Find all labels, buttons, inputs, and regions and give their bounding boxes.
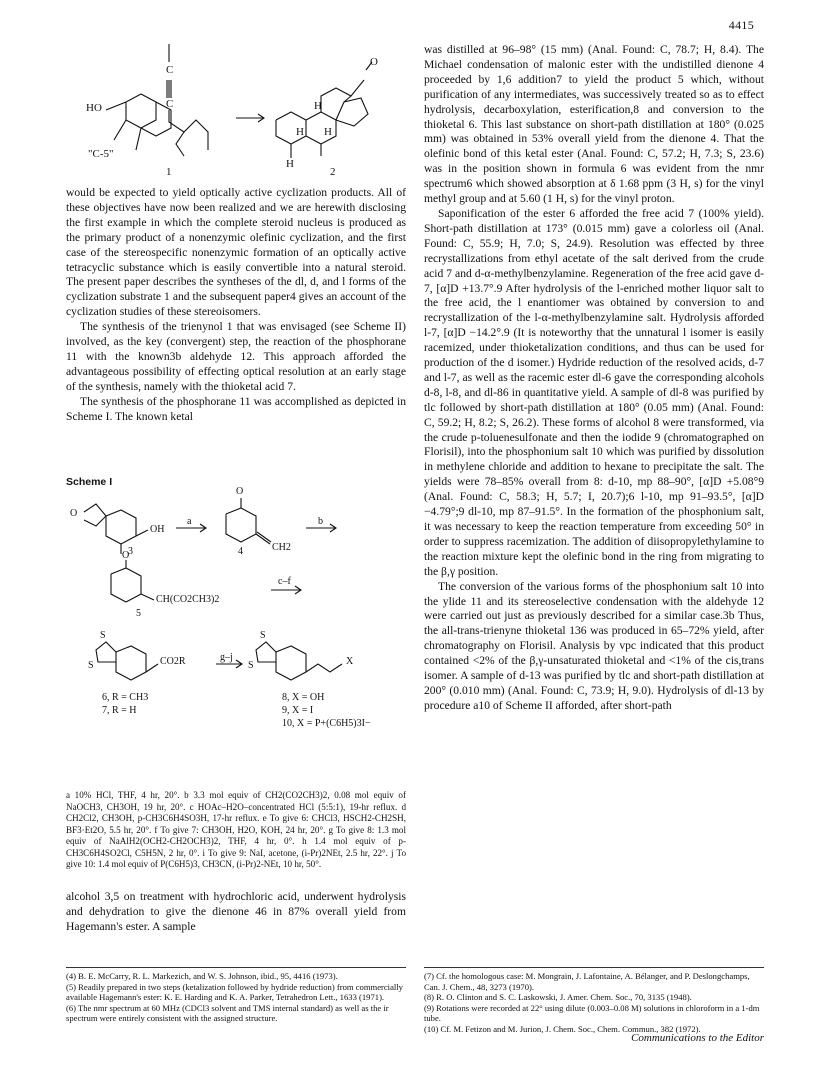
compound-label-1: 1 (166, 166, 172, 178)
atom-label-o: O (122, 550, 130, 561)
reference: (8) R. O. Clinton and S. C. Laskowski, J. Amer. Chem. Soc., 70, 3135 (1948). (424, 992, 692, 1003)
compound-def: 7, R = H (102, 705, 137, 716)
structure-drawing (86, 40, 396, 180)
reference: (4) B. E. McCarry, R. L. Markezich, and W. S. Johnson, ibid., 95, 4416 (1973). (66, 971, 338, 981)
scheme-footnotes: a 10% HCl, THF, 4 hr, 20°. b 3.3 mol equiv of CH2(CO2CH3)2, 0.08 mol equiv of NaOCH3, CH3OH, 19 hr, 20°. c HOAc–H2O–concentrated HCl (5:5:1), 19-hr reflux. d CH2Cl2, CH3OH, p-CH3C6H4SO3H, 17-hr reflux. e To give 6: CHCl3, HSCH2-CH2SH, BF3·Et2O, 5.5 hr, 20°. f To give 7: CH3OH, H2O, KOH, 24 hr, 20°. g To give 8: 1.3 mol equiv of NaAlH2(OCH2-CH2OCH3)2, THF, 4 hr, 0°. h 1.4 mol equiv of p-CH3C6H4SO2Cl, C5H5N, 2 hr, 0°. i To give 9: NaI, acetone, (i-Pr)2NEt, 2.5 hr, 22°. j To give 10: 1.4 mol equiv of P(C6H5)3, CH3CN, (i-Pr)2-NEt, 10 hr, 50°. (66, 790, 406, 869)
arrow-label-cf: c–f (278, 576, 291, 587)
paragraph: Saponification of the ester 6 afforded the free acid 7 (100% yield). Short-path distillation at 173° (0.015 mm) gave a colorless oil (Anal. Found: C, 55.9; H, 7.0; S, 24.9). Resolution was effected by three recrystallizations from ethyl acetate of the salt derived from the crude acid 7 and d-α-methylbenzylamine. Regeneration of the free acid gave d-7, [α]D +13.7°.9 After hydrolysis of the l-enriched mother liquor salt to the free acid, the l enantiomer was obtained by conversion to and recrystallization of the l-α-methylbenzylamine salt. Hydrolysis afforded l-7, [α]D −14.2°.9 (It is noteworthy that the unnatural l isomer is easily racemized, under thioketalization conditions, and thus can be used for production of the d isomer.) Hydride reduction of the resolved acids, d-7 and l-7, as well as the racemic ester dl-6 gave the corresponding alcohols d-8, l-8, and dl-86 in quantitative yield. A sample of dl-8 was purified by tlc followed by short-path distillation at 180° (0.05 mm) (Anal. Found: C, 59.2; H, 8.2; S, 26.2). These forms of alcohol 8 were transformed, via the crude p-toluenesulfonate and then the iodide 9 (chromatographed on Florisil), into the phosphonium salt 10 which was purified by dissolution in methylene chloride and addition to hexane to precipitate the salt. The yields were 78–85% overall from 8: d-10, mp 88–90°, [α]D +5.08°9 (Anal. Found: C, 58.3; H, 5.7; I, 20.7);6 l-10, mp 91–93.5°, [α]D −4.79°;9 dl-10, mp 87–91.5°. In the formation of the phosphonium salt, it was necessary to keep the reaction temperature from exceeding 50° in order to suppress racemization. The addition of diisopropylethylamine to the reaction mixture kept the olefinic bond in the ring from migrating to the β,γ position. (424, 206, 764, 578)
paragraph: would be expected to yield optically active cyclization products. All of these objectives have now been realized and we are herewith disclosing the first example in which the complete steroid nucleus is produced as the primary product of a nonenzymic olefinic cyclization, and the first case of the stereospecific nonenzymic formation of an optically active tetracyclic substance which is easily convertible into a natural steroid. The present paper describes the syntheses of the dl, d, and l forms of the cyclization substrate 1 and the subsequent paper4 gives an account of the cyclization studies of these stereoisomers. (66, 186, 406, 319)
scheme-title: Scheme I (66, 476, 113, 488)
reference: (5) Readily prepared in two steps (ketalization followed by hydride reduction) from commercially available Hagemann's ester: K. E. Harding and K. A. Parker, Tetrahedron Lett., 1633 (1971). (66, 981, 403, 1003)
paragraph: alcohol 3,5 on treatment with hydrochloric acid, underwent hydrolysis and dehydration to give the dienone 46 in 87% overall yield from Hagemann's ester. A sample (66, 890, 406, 933)
atom-label-o: O (70, 508, 78, 519)
atom-label-c: C (166, 64, 174, 76)
references-right (424, 967, 764, 1035)
arrow-label-a: a (187, 516, 192, 527)
journal-section-footer: Communications to the Editor (631, 1032, 764, 1044)
atom-label-oh: OH (150, 524, 165, 535)
reference: (9) Rotations were recorded at 22° using dilute (0.003–0.08 M) solutions in chloroform in a 1-dm tube. (424, 1002, 760, 1024)
atom-label-s: S (260, 630, 266, 641)
arrow-label-gj: g–j (220, 652, 233, 663)
reaction-figure-1-to-2 (86, 40, 396, 180)
atom-label-h: H (286, 158, 294, 170)
references-left (66, 967, 406, 1024)
paragraph: was distilled at 96–98° (15 mm) (Anal. Found: C, 78.7; H, 8.4). The Michael condensation of malonic ester with the undistilled dienone 4 proceeded by 1,6 addition7 to yield the product 5 which, without purification of any intermediates, was successively treated so as to effect hydrolysis, decarboxylation, esterification,8 and conversion to the thioketal 6. This last substance on short-path distillation at 180° (0.025 mm) was obtained in 53% overall yield from the dienone 4. That the olefinic bond of this ketal ester (Anal. Found: C, 57.2; H, 7.3; S, 23.6) was in the position shown in formula 6 was evident from the nmr spectrum6 which showed absorption at δ 1.68 ppm (3 H, s) for the vinyl methyl group and at 5.60 (1 H, s) for the vinyl proton. (424, 43, 764, 206)
atom-label-h: H (296, 126, 304, 138)
atom-label-s: S (88, 660, 94, 671)
scheme-drawing (66, 490, 406, 790)
page-number: 4415 (728, 18, 754, 32)
atom-label-c5: "C-5" (88, 148, 114, 160)
atom-label-o: O (236, 486, 244, 497)
atom-label-ch2: CH2 (272, 542, 291, 553)
compound-def: 8, X = OH (282, 692, 325, 703)
substituent-label: X (346, 656, 354, 667)
reference: (7) Cf. the homologous case: M. Mongrain, J. Lafontaine, A. Bélanger, and P. Deslongchamps, Can. J. Chem., 48, 3273 (1970). (424, 971, 750, 992)
compound-label-4: 4 (238, 546, 243, 557)
compound-label-3: 3 (128, 546, 133, 557)
paragraph: The synthesis of the trienynol 1 that was envisaged (see Scheme II) involved, as the key (convergent) step, the reaction of the phosphorane 11 with the known3b aldehyde 12. This approach afforded the advantageous possibility of effecting optical resolution at an early stage of the synthesis, namely with the thioketal acid 7. (66, 320, 406, 393)
compound-label-5: 5 (136, 608, 141, 619)
scheme-1-figure (66, 486, 406, 790)
left-column-text-continued (66, 890, 406, 935)
substituent-label: CH(CO2CH3)2 (156, 594, 220, 605)
reference: (10) Cf. M. Fetizon and M. Jurion, J. Chem. Soc., Chem. Commun., 382 (1972). (424, 1023, 701, 1034)
arrow-label-b: b (318, 516, 323, 527)
atom-label-o: O (370, 56, 378, 68)
compound-label-2: 2 (330, 166, 336, 178)
paragraph: The conversion of the various forms of the phosphonium salt 10 into the ylide 11 and its stereoselective condensation with the aldehyde 12 were carried out just as previously described for a similar case.3b Thus, the all-trans-trienyne thioketal 136 was produced in 65–72% yield, after chromatography on Florisil. Analysis by vpc indicated that this product contained <2% of the β,γ-unsaturated thioketal and <1% of the cis,trans isomer. A sample of d-13 was purified by tlc and short-path distillation at 200° (0.010 mm) (Anal. Found: C, 73.9; H, 9.0). Hydrolysis of dl-13 by procedure a10 of Scheme II afforded, after short-path (424, 579, 764, 712)
paragraph: The synthesis of the phosphorane 11 was accomplished as depicted in Scheme I. The known ketal (66, 394, 406, 423)
left-column-text (66, 186, 406, 425)
compound-def: 9, X = I (282, 705, 314, 716)
compound-def: 6, R = CH3 (102, 692, 149, 703)
substituent-label: CO2R (160, 656, 186, 667)
compound-def: 10, X = P+(C6H5)3I− (282, 718, 371, 729)
atom-label-h: H (314, 100, 322, 112)
right-column-text (424, 43, 764, 714)
atom-label-h: H (324, 126, 332, 138)
atom-label-c: C (166, 98, 174, 110)
atom-label-ho: HO (86, 102, 102, 114)
atom-label-s: S (248, 660, 254, 671)
reference: (6) The nmr spectrum at 60 MHz (CDCl3 solvent and TMS internal standard) as well as the ir spectrum were entirely consistent with the assigned structure. (66, 1002, 389, 1024)
atom-label-s: S (100, 630, 106, 641)
